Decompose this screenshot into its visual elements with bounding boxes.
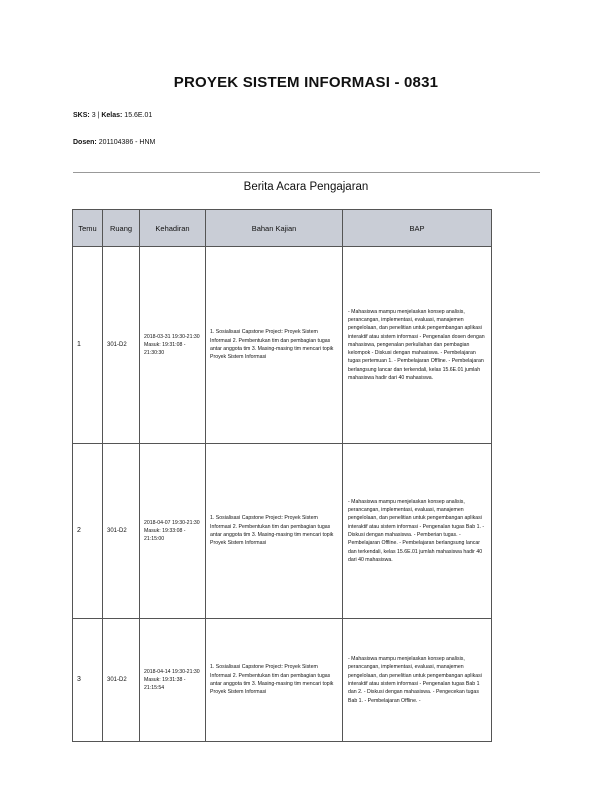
cell-bap: - Mahasiswa mampu menjelaskan konsep analisis, perancangan, implementasi, evaluasi, manajemen pengelolaan, dan penelitian untuk pengembangan aplikasi interaktif atau sistem informasi - Pengenalan tugas Bab 1 dan 2. - Diskusi dengan mahasiswa. - Pengecekan tugas Bab 1. - Pembelajaran Offline. - bbox=[343, 619, 492, 742]
bap-table bbox=[72, 209, 492, 742]
table-row bbox=[73, 444, 492, 619]
header-bahan-kajian: Bahan Kajian bbox=[206, 210, 343, 247]
cell-kehadiran: 2018-04-07 19:30-21:30 Masuk: 19:33:08 - 21:15:00 bbox=[140, 444, 206, 619]
header-kehadiran: Kehadiran bbox=[140, 210, 206, 247]
cell-ruang: 301-D2 bbox=[103, 247, 140, 444]
cell-bahan-kajian: 1. Sosialisasi Capstone Project: Proyek Sistem Informasi 2. Pembentukan tim dan pembagian tugas antar anggota tim 3. Masing-masing tim mencari topik Proyek Sistem Informasi bbox=[206, 247, 343, 444]
header-ruang: Ruang bbox=[103, 210, 140, 247]
header-temu: Temu bbox=[73, 210, 103, 247]
table-header-row bbox=[73, 210, 492, 247]
kelas-value: 15.6E.01 bbox=[124, 112, 153, 119]
page-title: PROYEK SISTEM INFORMASI - 0831 bbox=[173, 74, 439, 91]
info-separator: | bbox=[97, 112, 100, 119]
section-title: Berita Acara Pengajaran bbox=[243, 181, 369, 193]
cell-bahan-kajian: 1. Sosialisasi Capstone Project: Proyek Sistem Informasi 2. Pembentukan tim dan pembagian tugas antar anggota tim 3. Masing-masing tim mencari topik Proyek Sistem Informasi bbox=[206, 444, 343, 619]
divider bbox=[73, 172, 540, 173]
cell-bahan-kajian: 1. Sosialisasi Capstone Project: Proyek Sistem Informasi 2. Pembentukan tim dan pembagian tugas antar anggota tim 3. Masing-masing tim mencari topik Proyek Sistem Informasi bbox=[206, 619, 343, 742]
cell-temu: 2 bbox=[73, 444, 103, 619]
sks-label: SKS: bbox=[73, 112, 90, 119]
course-info bbox=[73, 112, 152, 119]
header-bap: BAP bbox=[343, 210, 492, 247]
cell-ruang: 301-D2 bbox=[103, 619, 140, 742]
cell-temu: 1 bbox=[73, 247, 103, 444]
kelas-label: Kelas: bbox=[101, 112, 123, 119]
table-row bbox=[73, 619, 492, 742]
dosen-value: 201104386 - HNM bbox=[98, 139, 156, 146]
cell-bap: - Mahasiswa mampu menjelaskan konsep analisis, perancangan, implementasi, evaluasi, manajemen pengelolaan, dan penelitian untuk pengembangan aplikasi interaktif atau sistem informasi - Pengenalan tugas Bab 1. - Diskusi dengan mahasiswa. - Pemberian tugas. - Pembelajaran Offline. - Pembelajaran berlangsung lancar dan terkendali, kelas 15.6E.01 jumlah mahasiswa hadir 40 dari 40 mahasiswa. bbox=[343, 444, 492, 619]
cell-kehadiran: 2018-04-14 19:30-21:30 Masuk: 19:31:38 - 21:15:54 bbox=[140, 619, 206, 742]
cell-kehadiran: 2018-03-31 19:30-21:30 Masuk: 19:31:08 - 21:30:30 bbox=[140, 247, 206, 444]
cell-ruang: 301-D2 bbox=[103, 444, 140, 619]
sks-value: 3 bbox=[91, 112, 96, 119]
table-row bbox=[73, 247, 492, 444]
lecturer-info bbox=[73, 139, 155, 146]
cell-bap: - Mahasiswa mampu menjelaskan konsep analisis, perancangan, implementasi, evaluasi, manajemen pengelolaan, dan penelitian untuk pengembangan aplikasi interaktif atau sistem informasi - Pengenalan dosen dengan mahasiswa, pengenalan perkuliahan dan pembagian kelompok - Diskusi dengan mahasiswa. - Pembelajaran tugas pertemuan 1. - Pembelajaran Offline. - Pembelajaran berlangsung lancar dan terkendali, kelas 15.6E.01 jumlah mahasiswa hadir dari 40 mahasiswa. bbox=[343, 247, 492, 444]
cell-temu: 3 bbox=[73, 619, 103, 742]
dosen-label: Dosen: bbox=[73, 139, 97, 146]
